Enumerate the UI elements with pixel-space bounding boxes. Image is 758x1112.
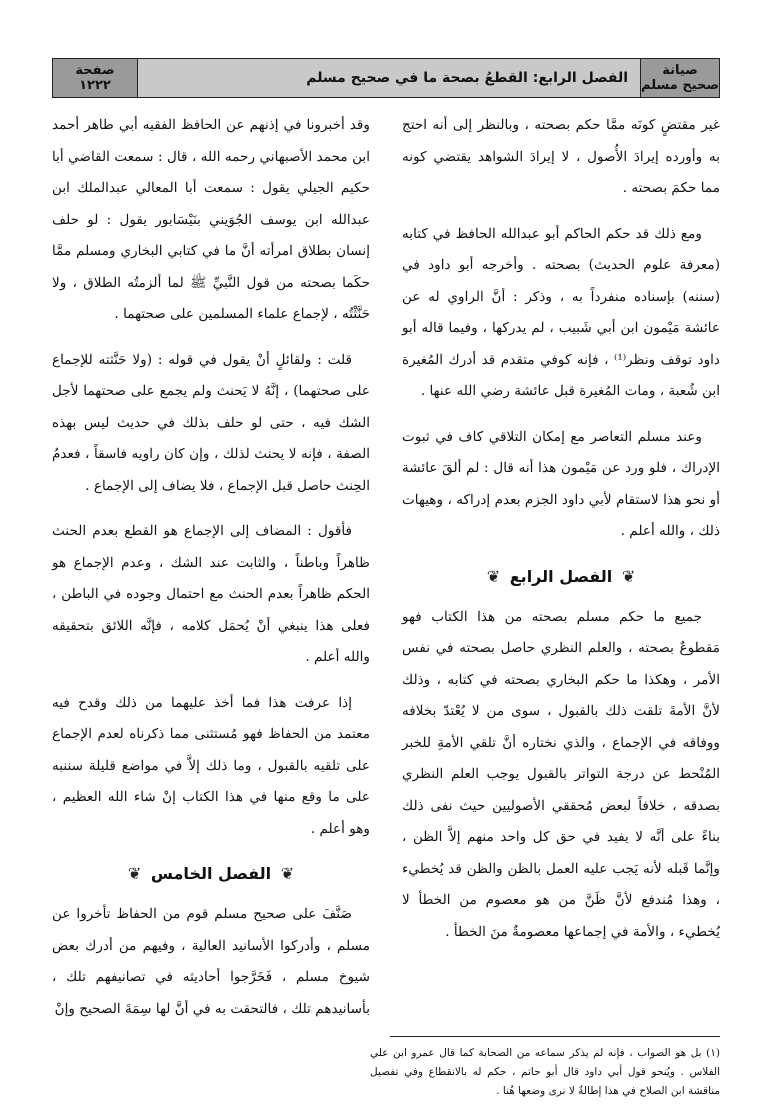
page-label: صفحة	[75, 63, 115, 78]
ornament-icon: ❦	[280, 864, 295, 883]
book-title-box	[640, 59, 719, 97]
left-column	[52, 110, 370, 1039]
section-heading-4	[402, 562, 720, 592]
book-title-line1: صيانة	[662, 63, 698, 78]
paragraph: قلت : ولقائلٍ أنْ يقول في قوله : (ولا حَنَّثته للإجماع على صحتهما) ، إنَّهُ لا يَحنث ولم يجمع على صحتهما لأجل الشك فيه ، حتى لو حلف بذلك في حديث ليس بهذه الصفة ، فإنه لا يحنث لذلك ، وإن كان راويه فاسقاً ، فعدمُ الحِنث حاصل قبل الإجماع ، فلا يضاف إلى الإجماع .	[52, 351, 370, 494]
page-number-box	[53, 59, 138, 97]
ornament-icon: ❦	[621, 566, 636, 586]
ornament-icon: ❦	[127, 864, 142, 883]
paragraph: وقد أخبرونا في إذنهم عن الحافظ الفقيه أبي طاهر أحمد ابن محمد الأصبهاني رحمه الله ، قال : سمعت القاضي أبا حكيم الجيلي يقول : سمعت أبا المعالي عبدالملك ابن عبدالله ابن يوسف الجُوَيني بنَيْسَابور يقول : لو حلف إنسان بطلاق امرأته أنَّ ما في كتابي البخاري ومسلم ممَّا حكَما بصحته من قول النَّبيِّ ﷺ لما ألزمتُه الطلاق ، ولا حَنَّثْتُه ، لإجماع علماء المسلمين على صحتهما .	[52, 117, 370, 322]
paragraph: وعند مسلم التعاصر مع إمكان التلاقي كاف في ثبوت الإدراك ، فلو ورد عن مَيْمون هذا أنه قال : لم ألقَ عائشة أو نحو هذا لاستقام لأبي داود الجزم بعدم إدراكه ، وهيهات ذلك ، والله أعلم .	[402, 428, 720, 539]
paragraph: ومع ذلك قد حكم الحاكم أبو عبدالله الحافظ في كتابه (معرفة علوم الحديث) بصحته . وأخرجه أبو داود في (سننه) بإسناده منفرداً به ، وذكر : أنَّ الراوي له عن عائشة مَيْمون ابن أبي شَبيب ، لم يدركها ، وفيما قاله أبو داود توقف ونظر⁽¹⁾ ، فإنه كوفي متقدم قد أدرك المُغيرة ابن شُعبة ، ومات المُغيرة قبل عائشة رضي الله عنها .	[402, 225, 720, 399]
chapter-title: الفصل الرابع: القطعُ بصحة ما في صحيح مسلم	[306, 70, 628, 86]
book-title-line2: صحيح مسلم	[641, 78, 719, 93]
page-header	[52, 58, 720, 98]
ornament-icon: ❦	[486, 566, 501, 586]
section-title: الفصل الخامس	[150, 864, 272, 883]
footnote: (١) بل هو الصواب ، فإنه لم يذكر سماعه من الصحابة كما قال عمرو ابن علي الفلاس . ويُنحو قول أبي داود قال أبو حاتم ، حكم له بالانقطاع وفي تفصيل مناقشة ابن الصلاح في هذا إطالةٌ لا نرى وضعها هُنا .	[370, 1047, 720, 1097]
paragraph: إذا عرفت هذا فما أخذ عليهما من ذلك وقدح فيه معتمد من الحفاظ فهو مُستثنى مما ذكرناه لعدم الإجماع على تلقيه بالقبول ، وما ذلك إلاَّ في مواضع قليلة سننبه على ما وقع منها في هذا الكتاب إنْ شاء الله العظيم ، وهو أعلم .	[52, 694, 370, 837]
right-column	[402, 110, 720, 962]
footnote-divider	[390, 1036, 720, 1037]
paragraph: صَنَّفَ على صحيح مسلم قوم من الحفاظ تأخروا عن مسلم ، وأدركوا الأسانيد العالية ، وفيهم من أدرك بعض شيوخ مسلم ، فَخَرَّجوا أحاديثه في تصانيفهم تلك ، بأسانيدهم تلك ، فالتحقت به في أنَّ لها سِمَةَ الصحيح وإنْ	[52, 906, 370, 1017]
paragraph: فأقول : المضاف إلى الإجماع هو القطع بعدم الحنث ظاهراً وباطناً ، والثابت عند الشك ، وعدم الإجماع هو الحكم ظاهراً بعدم الحنث مع احتمال وجوده في الباطن ، فعلى هذا ينبغي أنْ يُحمَل كلامه ، فإنَّه اللائق بتحقيقه والله أعلم .	[52, 523, 370, 665]
section-title: الفصل الرابع	[509, 566, 613, 586]
section-heading-5	[52, 859, 370, 889]
page	[52, 58, 720, 1098]
page-number: ١٢٢٢	[79, 78, 111, 93]
paragraph: غير مقتضٍ كونَه ممَّا حكم بصحته ، وبالنظر إلى أنه احتج به وأورده إيرادَ الأُصول ، لا إيرادَ الشواهد يقتضي كونه مما حكمَ بصحته .	[402, 117, 720, 196]
paragraph: جميع ما حكم مسلم بصحته من هذا الكتاب فهو مَقطوعٌ بصحته ، والعلم النظري حاصل بصحته في نفس الأمر ، وهكذا ما حكم البخاري بصحته في كتابه ، وذلك لأنَّ الأمةَ تلقت ذلك بالقبول ، سوى من لا يُعْتدّ بخلافه ووفاقه في الإجماع ، والذي نختاره أنَّ تلقي الأمةِ للخبر المُنْحط عن درجة التواتر بالقبول يوجب العلم النظري بصدقه ، خلافاً لبعض مُحققي الأصوليين حيث نفى ذلك بناءً على أنَّه لا يفيد في حق كل واحد منهم إلاَّ الظن ، وإنَّما قَبله لأنه يَجب عليه العمل بالظن والظن قد يُخطيء ، وهذا مُندفع لأنَّ ظَنَّ من هو معصوم من الخطأ لا يُخطيء ، والأمة في إجماعها معصومةٌ منَ الخطأ .	[402, 608, 720, 940]
